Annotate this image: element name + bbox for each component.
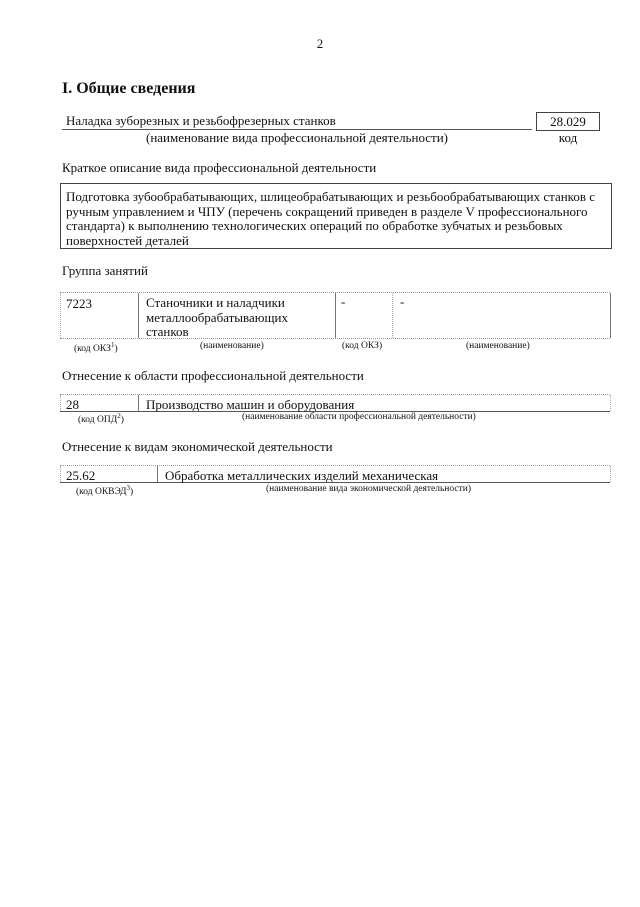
- occupation-divider-3: [392, 293, 393, 338]
- description-line: ручным управлением и ЧПУ (перечень сокращений приведен в разделе V профессионального: [66, 203, 588, 219]
- economic-activity-right: [610, 466, 611, 482]
- professional-area-name: Производство машин и оборудования: [146, 397, 355, 412]
- activity-code-caption: код: [558, 130, 578, 145]
- occupation-divider-2: [335, 293, 336, 338]
- activity-name-caption: (наименование вида профессиональной деятельности): [146, 130, 449, 145]
- section-title: I. Общие сведения: [62, 80, 196, 97]
- activity-code-box: [536, 112, 600, 131]
- professional-area-top: [60, 394, 610, 395]
- occupation-divider-1: [138, 293, 139, 338]
- occupation-name-line: металлообрабатывающих: [146, 309, 288, 325]
- occupation-name-caption: (наименование): [200, 341, 264, 351]
- occupation-table-left: [60, 293, 61, 338]
- occupation-table-right: [610, 293, 611, 338]
- professional-area-heading: Отнесение к области профессиональной деятельности: [62, 368, 364, 383]
- occupation-name-caption-2: (наименование): [466, 341, 530, 351]
- economic-activity-top: [60, 465, 610, 466]
- page-number: 2: [316, 36, 324, 51]
- opd-code: 28: [66, 397, 79, 412]
- occupation-name-line: Станочники и наладчики: [146, 295, 285, 310]
- opd-code-caption: (код ОПД$^2$): [78, 412, 124, 426]
- okz-code-caption: (код ОКЗ$^1$): [74, 341, 118, 355]
- economic-activity-heading: Отнесение к видам экономической деятельности: [62, 439, 333, 454]
- occupation-name: [146, 296, 288, 340]
- okz-code-caption-2: (код ОКЗ): [342, 341, 383, 351]
- description-heading: Краткое описание вида профессиональной деятельности: [62, 160, 377, 175]
- economic-activity-caption: (наименование вида экономической деятельности): [266, 484, 471, 494]
- description-line: стандарта) к выполнению технологических операций по обработке зубчатых и резьбовых: [66, 218, 563, 233]
- economic-activity-name: Обработка металлических изделий механическая: [165, 468, 439, 483]
- economic-activity-divider: [157, 466, 158, 482]
- activity-code: 28.029: [550, 114, 586, 129]
- description-line: поверхностей деталей: [66, 232, 189, 248]
- activity-name: Наладка зуборезных и резьбофрезерных станков: [66, 113, 336, 128]
- occupation-name-line: станков: [146, 324, 189, 339]
- professional-area-caption: (наименование области профессиональной деятельности): [242, 412, 476, 422]
- description-text: [66, 190, 606, 248]
- description-line: Подготовка зубообрабатывающих, шлицеобрабатывающих и резьбообрабатывающих станков с: [66, 189, 595, 204]
- professional-area-divider: [138, 395, 139, 411]
- occupation-group-heading: Группа занятий: [62, 263, 148, 278]
- okz-code: 7223: [66, 296, 92, 311]
- professional-area-right: [610, 395, 611, 411]
- okved-code: 25.62: [66, 468, 96, 483]
- occupation-name-2: -: [400, 294, 405, 309]
- okz-code-2: -: [341, 294, 346, 309]
- economic-activity-left: [60, 466, 61, 482]
- professional-area-left: [60, 395, 61, 411]
- occupation-table-bottom: [60, 338, 610, 339]
- okved-code-caption: (код ОКВЭД$^3$): [76, 484, 134, 498]
